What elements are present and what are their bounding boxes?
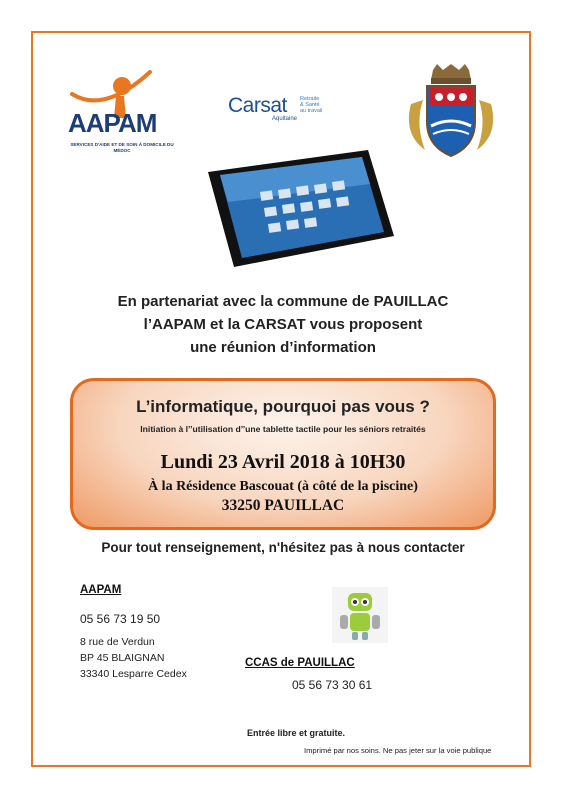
aapam-wordmark: AAPAM xyxy=(68,108,157,138)
aapam-contact-phone: 05 56 73 19 50 xyxy=(80,612,161,626)
contact-heading: Pour tout renseignement, n'hésitez pas à nous contacter xyxy=(101,540,465,555)
android-robot-icon xyxy=(332,587,388,643)
tablet-image xyxy=(200,150,395,268)
intro-line: En partenariat avec la commune de PAUILLAC xyxy=(117,293,449,310)
printed-by-note: Imprimé par nos soins. Ne pas jeter sur la voie publique xyxy=(304,746,492,755)
ccas-contact-name: CCAS de PAUILLAC xyxy=(245,657,355,669)
event-subtitle: Initiation à l’’utilisation d’’une tablette tactile pour les séniors retraités xyxy=(140,424,426,434)
intro-line: l’AAPAM et la CARSAT vous proposent xyxy=(143,316,423,333)
intro-line: une réunion d’information xyxy=(190,339,376,356)
aapam-tagline: SERVICES D'AIDE ET DE SOIN À DOMICILE DU MÉDOC xyxy=(70,142,174,153)
carsat-region: Aquitaine xyxy=(272,116,298,122)
carsat-side-line: au travail xyxy=(300,108,323,114)
aapam-contact-address xyxy=(80,634,187,682)
carsat-side-text xyxy=(300,96,322,114)
address-line: BP 45 BLAIGNAN xyxy=(80,652,165,664)
carsat-side-line: & Santé xyxy=(300,102,320,108)
aapam-logo xyxy=(64,66,174,166)
address-line: 33340 Lesparre Cedex xyxy=(80,668,187,680)
address-line: 8 rue de Verdun xyxy=(80,636,155,648)
carsat-wordmark: Carsat xyxy=(228,94,287,117)
carsat-logo xyxy=(228,94,338,130)
ccas-contact-phone: 05 56 73 30 61 xyxy=(292,678,373,692)
aapam-contact-name: AAPAM xyxy=(80,584,122,596)
carsat-side-line: Retraite xyxy=(300,96,320,102)
event-city: 33250 PAUILLAC xyxy=(221,497,345,514)
event-place: À la Résidence Bascouat (à côté de la piscine) xyxy=(148,479,418,494)
free-entry-note: Entrée libre et gratuite. xyxy=(247,728,346,738)
event-date: Lundi 23 Avril 2018 à 10H30 xyxy=(160,451,406,473)
event-box xyxy=(70,378,496,530)
event-title: L’informatique, pourquoi pas vous ? xyxy=(136,397,430,416)
intro-text xyxy=(60,290,506,359)
coat-of-arms-icon xyxy=(403,64,499,160)
